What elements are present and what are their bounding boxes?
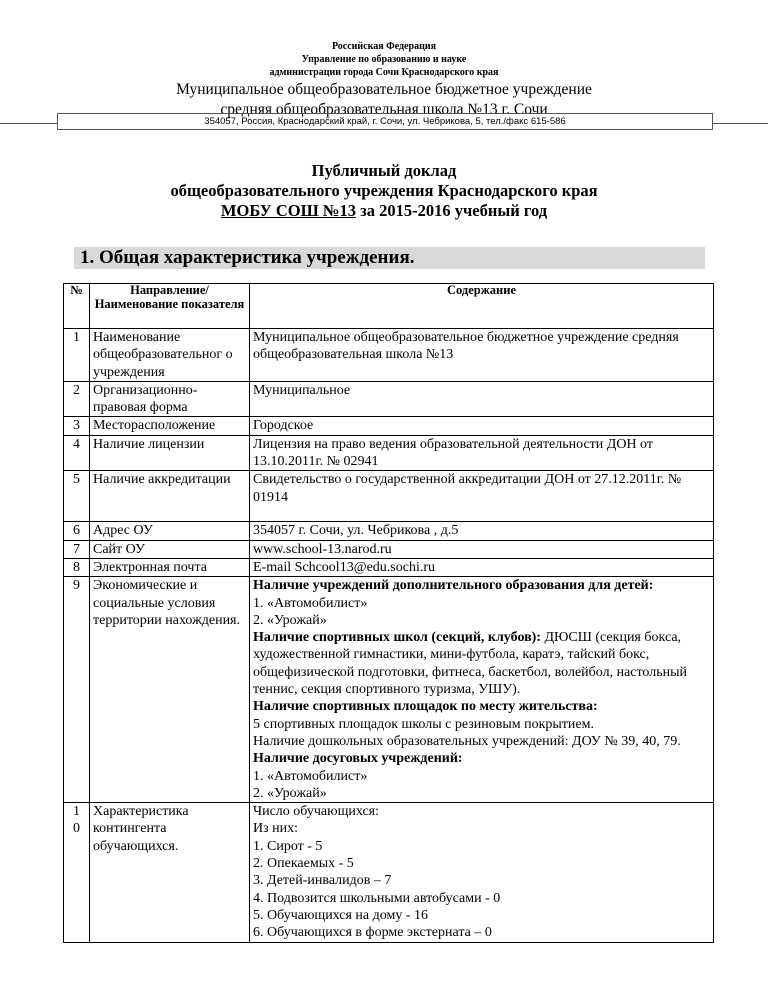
row-name: Экономические и социальные условия территории нахождения. (90, 577, 250, 803)
section-heading: 1. Общая характеристика учреждения. (80, 247, 415, 268)
row-content (250, 577, 714, 803)
row-content: 354057 г. Сочи, ул. Чебрикова , д.5 (250, 522, 714, 540)
row-name: Наличие аккредитации (90, 471, 250, 522)
report-title-line-3 (0, 201, 768, 221)
row-name: Организационно-правовая форма (90, 381, 250, 417)
header-direction: Направление/ Наименование показателя (90, 284, 250, 329)
administration-line: администрации города Сочи Краснодарского края (269, 67, 499, 78)
report-title (0, 161, 768, 221)
header-num: № (64, 284, 90, 329)
row-content: www.school-13.narod.ru (250, 540, 714, 558)
row-name: Сайт ОУ (90, 540, 250, 558)
institution-line-1: Муниципальное общеобразовательное бюджетное учреждение (176, 81, 592, 98)
report-year: за 2015-2016 учебный год (355, 201, 548, 220)
row-name: Наличие лицензии (90, 435, 250, 471)
list-item: 3. Детей-инвалидов – 7 (253, 873, 392, 889)
row-name: Электронная почта (90, 558, 250, 576)
institution-line-2: средняя общеобразовательная школа №13 г. Сочи (220, 101, 548, 118)
row-content: Муниципальное (250, 381, 714, 417)
row-name: Адрес ОУ (90, 522, 250, 540)
country-line: Российская Федерация (331, 41, 437, 52)
school-abbreviation: МОБУ СОШ №13 (220, 201, 356, 220)
table-row (64, 471, 714, 522)
list-item: 4. Подвозится школьными автобусами - 0 (253, 890, 501, 906)
sport-schools-heading: Наличие спортивных школ (секций, клубов): (253, 630, 541, 646)
table-row (64, 381, 714, 417)
preschool-text: Наличие дошкольных образовательных учреждений: ДОУ № 39, 40, 79. (253, 733, 681, 749)
table-row (64, 540, 714, 558)
list-item: Число обучающихся: (253, 804, 380, 820)
row-num: 5 (64, 471, 90, 522)
report-title-line-2: общеобразовательного учреждения Краснодарского края (170, 181, 598, 200)
table-row (64, 522, 714, 540)
report-title-line-1: Публичный доклад (311, 161, 457, 180)
table-row (64, 435, 714, 471)
row-num-digit: 1 (73, 804, 80, 820)
row-content: Городское (250, 417, 714, 435)
table-row (64, 558, 714, 576)
list-item: 1. «Автомобилист» (253, 595, 368, 611)
list-item: 1. Сирот - 5 (253, 838, 323, 854)
row-num (64, 803, 90, 942)
list-item: 6. Обучающихся в форме экстерната – 0 (253, 925, 492, 941)
header-content: Содержание (250, 284, 714, 329)
row-num: 1 (64, 329, 90, 382)
row-name: Наименование общеобразовательног о учреждения (90, 329, 250, 382)
table-row (64, 417, 714, 435)
row-name: Месторасположение (90, 417, 250, 435)
table-row (64, 577, 714, 803)
address-rule-left (0, 123, 57, 124)
list-item: Из них: (253, 821, 299, 837)
row-content: Лицензия на право ведения образовательной деятельности ДОН от 13.10.2011г. № 02941 (250, 435, 714, 471)
list-item: 1. «Автомобилист» (253, 768, 368, 784)
row-num: 9 (64, 577, 90, 803)
address-bar: 354057, Россия, Краснодарский край, г. Сочи, ул. Чебрикова, 5, тел./факс 615-586 (57, 113, 713, 130)
additional-education-heading: Наличие учреждений дополнительного образования для детей: (253, 578, 654, 594)
row-num: 2 (64, 381, 90, 417)
sport-grounds-heading: Наличие спортивных площадок по месту жительства: (253, 699, 598, 715)
sport-grounds-text: 5 спортивных площадок школы с резиновым покрытием. (253, 716, 594, 732)
characteristics-table (63, 283, 714, 943)
row-content: Муниципальное общеобразовательное бюджетное учреждение средняя общеобразовательная школа №13 (250, 329, 714, 382)
list-item: 2. «Урожай» (253, 785, 327, 801)
row-num-digit: 0 (73, 821, 80, 837)
address-rule-right (713, 123, 768, 124)
row-content: Свидетельство о государственной аккредитации ДОН от 27.12.2011г. № 01914 (250, 471, 714, 522)
list-item: 5. Обучающихся на дому - 16 (253, 907, 429, 923)
row-name: Характеристика контингента обучающихся. (90, 803, 250, 942)
list-item: 2. Опекаемых - 5 (253, 856, 354, 872)
row-content (250, 803, 714, 942)
row-num: 4 (64, 435, 90, 471)
table-row (64, 803, 714, 942)
row-num: 8 (64, 558, 90, 576)
table-row (64, 329, 714, 382)
leisure-heading: Наличие досуговых учреждений: (253, 751, 463, 767)
department-line: Управление по образованию и науке (301, 54, 467, 65)
organization-header (0, 40, 768, 119)
row-num: 3 (64, 417, 90, 435)
row-content: E-mail Schcool13@edu.sochi.ru (250, 558, 714, 576)
list-item: 2. «Урожай» (253, 612, 327, 628)
row-num: 7 (64, 540, 90, 558)
sport-schools-text: ДЮСШ (секция бокса, художественной гимнастики, мини-футбола, каратэ, тайский бокс, общефизической подготовки, фитнеса, баскетбол, волейбол, настольный теннис, секция спортивного туризма, УШУ). (253, 630, 688, 698)
table-header-row (64, 284, 714, 329)
row-num: 6 (64, 522, 90, 540)
